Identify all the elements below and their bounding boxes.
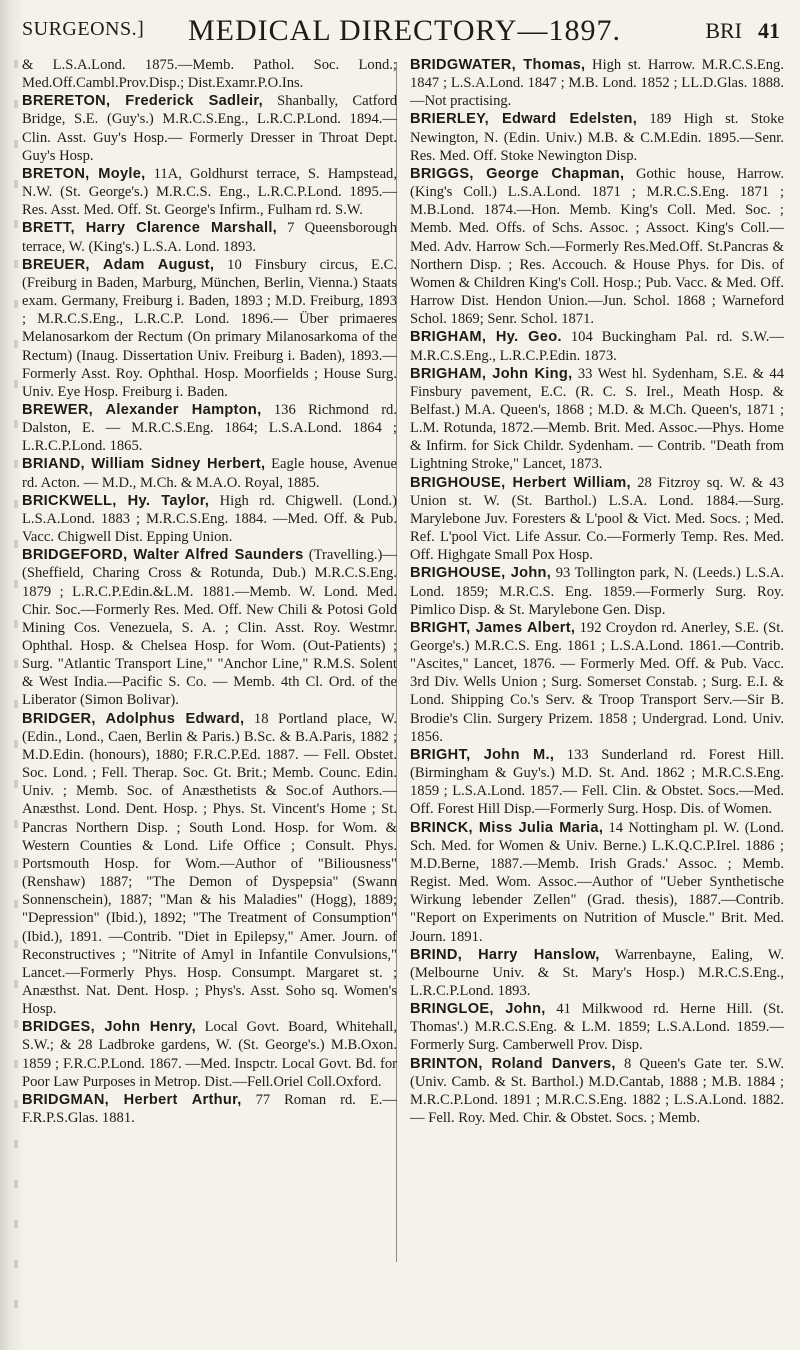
entry-details: 11A, Goldhurst terrace, S. Hampstead, N.W. (St. George's.) M.R.C.S. Eng., L.R.C.P.Lond. 1895.—Res. Asst. Med. Off. St. George's Infirm., Fulham rd. S.W. xyxy=(22,165,397,219)
entry-name: BRETT, Harry Clarence Marshall, xyxy=(22,220,278,237)
page-header xyxy=(8,14,780,58)
entry-details: 104 Buckingham Pal. rd. S.W.—M.R.C.S.Eng., L.R.C.P.Edin. 1873. xyxy=(410,329,785,364)
entry-details: 18 Portland place, W. (Edin., Lond., Caen, Berlin & Paris.) B.Sc. & B.A.Paris, 1882 ; M.D.Edin. (honours), 1880; F.R.C.P.Ed. 1887. — Fell. Obstet. Soc. Lond. ; Fell. Therap. Soc. Gt. Brit.; Memb. Counc. Edin. Univ. ; Memb. Soc. of Anæsthetists & Soc.of Authors.—Anæsthst. Lond. Dent. Hosp. ; Phys. St. Vincent's Home ; St. Pancras Northern Disp. ; South Lond. Hosp. for Wom. & Western Counties & Lond. Life Office ; Consult. Phys. Portsmouth Hosp. for Wom.—Author of "Biliousness" (Renshaw) 1887; "The Demon of Dyspepsia" (Swann Sonnenschein), 1887; "Man & his Maladies" (Hogg), 1889; "Depression" (Ibid.), 1892; "The Treatment of Consumption" (Ibid.), 1891. —Contrib. "Diet in Epilepsy," Amer. Journ. of Reconstructives ; "Nitrite of Amyl in Infantile Convulsions," Lancet.—Formerly Phys. Hosp. Consumpt. Margaret st. ; Anæsthst. Nat. Dent. Hosp. ; Phys's. Asst. Soho sq. Women's Hosp. xyxy=(22,710,397,1018)
entry-details: & L.S.A.Lond. 1875.—Memb. Pathol. Soc. Lond.; Med.Off.Cambl.Prov.Disp.; Dist.Examr.P.O.Ins. xyxy=(22,57,397,92)
directory-entry xyxy=(22,56,397,92)
directory-entry xyxy=(22,256,397,401)
directory-entry xyxy=(22,1018,397,1091)
entry-name: BRICKWELL, Hy. Taylor, xyxy=(22,492,210,509)
entry-details: 133 Sunderland rd. Forest Hill. (Birmingham & Guy's.) M.D. St. And. 1862 ; M.R.C.S.Eng. 1859 ; L.S.A.Lond. 1857.— Fell. Clin. & Obstet. Socs.—Med. Off. Forest Hill Disp.—Formerly Surg. Hosp. Dis. of Women. xyxy=(410,746,784,818)
directory-entry xyxy=(410,474,784,565)
entry-name: BRINTON, Roland Danvers, xyxy=(410,1055,616,1072)
directory-entry xyxy=(22,492,397,546)
entry-details: 77 Roman rd. E.—F.R.P.S.Glas. 1881. xyxy=(22,1091,398,1127)
entry-name: BRIDGES, John Henry, xyxy=(22,1019,196,1036)
entry-details: 7 Queensborough terrace, W. (King's.) L.S.A. Lond. 1893. xyxy=(22,220,397,255)
directory-entry xyxy=(410,619,784,746)
entry-name: BRIGHT, John M., xyxy=(410,746,555,763)
entry-details: Gothic house, Harrow. (King's Coll.) L.S.A.Lond. 1871 ; M.R.C.S.Eng. 1871 ; M.B.Lond. 1874.—Hon. Memb. King's Coll. Med. Soc. ; Memb. Med. Offs. of Schs. Assoc. ; Assoct. King's Coll.—Med. Adv. Harrow Sch.—Formerly Res.Med.Off. St.Pancras & Northern Disp. ; Res. Accouch. & House Phys. for Dis. of Women & Children King's Coll. Hosp.; Pub. Vacc. & Med. Off. Harrow Dist. Hendon Union.—Jun. Schol. 1868 ; Warneford Schol. 1869; Senr. Schol. 1871. xyxy=(410,165,784,328)
directory-entry xyxy=(22,1091,397,1127)
directory-entry xyxy=(410,365,784,474)
directory-entry xyxy=(22,546,397,709)
entry-name: BRIDGWATER, Thomas, xyxy=(410,57,586,73)
entry-name: BRINCK, Miss Julia Maria, xyxy=(410,819,604,836)
page-locator xyxy=(705,18,780,44)
entry-details: 41 Milkwood rd. Herne Hill. (St. Thomas'.) M.R.C.S.Eng. & L.M. 1859; L.S.A.Lond. 1859.—Formerly Surg. Camberwell Prov. Disp. xyxy=(410,1001,784,1054)
left-column xyxy=(22,56,397,1127)
page-number: 41 xyxy=(758,18,780,43)
entry-name: BRETON, Moyle, xyxy=(22,165,146,182)
right-column xyxy=(410,56,784,1127)
entry-name: BREWER, Alexander Hampton, xyxy=(22,401,262,418)
directory-entry xyxy=(410,1055,784,1128)
entry-details: 28 Fitzroy sq. W. & 43 Union st. W. (St. Barthol.) L.S.A. Lond. 1884.—Surg. Marylebone Juv. Foresters & L'pool & Vict. Med. Socs. ; Med. Ref. L'pool Vict. Life Assur. Co.—Formerly Temp. Res. Med. Off. Highgate Small Pox Hosp. xyxy=(410,474,785,564)
entry-details: Warrenbayne, Ealing, W. (Melbourne Univ. & St. Mary's Hosp.) M.R.C.S.Eng., L.R.C.P.Lond. 1893. xyxy=(410,946,784,999)
entry-name: BRIGHAM, Hy. Geo. xyxy=(410,329,562,346)
entry-details: High rd. Chigwell. (Lond.) L.S.A.Lond. 1883 ; M.R.C.S.Eng. 1884. —Med. Off. & Pub. Vacc. Chigwell Dist. Epping Union. xyxy=(22,492,397,546)
directory-entry xyxy=(410,110,784,164)
entry-details: Local Govt. Board, Whitehall, S.W.; & 28 Ladbroke gardens, W. (St. George's.) M.B.Oxon. 1859 ; F.R.C.P.Lond. 1867. —Med. Inspctr. Local Govt. Bd. for Poor Law Purposes in Metrop. Dist.—Fell.Oriel Coll.Oxford. xyxy=(22,1019,397,1090)
entry-name: BRERETON, Frederick Sadleir, xyxy=(22,93,263,110)
entry-name: BRIGHT, James Albert, xyxy=(410,619,576,636)
entry-details: 33 West hl. Sydenham, S.E. & 44 Finsbury pavement, E.C. (R. C. S. Irel., Meath Hosp. & Belfast.) M.A. Queen's, 1868 ; M.D. & M.Ch. Queen's, 1871 ; L.M. Rotunda, 1872.—Memb. Brit. Med. Assoc.—Phys. Home & Infirm. for Sick Childr. Sydenham. — Contrib. "Death from Lightning Stroke," Lancet, 1873. xyxy=(410,365,785,473)
entry-details: 192 Croydon rd. Anerley, S.E. (St. George's.) M.R.C.S. Eng. 1861 ; L.S.A.Lond. 1861.—Contrib. "Ascites," Lancet, 1876. — Formerly Med. Off. & Pub. Vacc. 3rd Div. Wells Union ; Surg. Somerset Constab. ; Surg. E.I. & Lond. Shipping Co.'s Serv. & Troop Transport Serv.—Sir B. Brodie's Clin. Surgery Prizem. 1858 ; Undergrad. Lond. Univ. 1856. xyxy=(410,619,784,745)
directory-entry xyxy=(410,328,784,364)
directory-entry xyxy=(22,455,397,491)
directory-entry xyxy=(410,564,784,618)
directory-entry xyxy=(410,819,784,946)
entry-details: 136 Richmond rd. Dalston, E. — M.R.C.S.Eng. 1864; L.S.A.Lond. 1864 ; L.R.C.P.Lond. 1865. xyxy=(22,401,398,455)
directory-entry xyxy=(410,746,784,819)
entry-name: BRIND, Harry Hanslow, xyxy=(410,946,600,963)
entry-name: BRIGGS, George Chapman, xyxy=(410,165,625,182)
entry-name: BRIERLEY, Edward Edelsten, xyxy=(410,111,638,128)
entry-name: BRIGHOUSE, John, xyxy=(410,565,552,582)
directory-entry xyxy=(410,946,784,1000)
running-abbrev: BRI xyxy=(705,18,742,43)
entry-details: Eagle house, Avenue rd. Acton. — M.D., M.Ch. & M.A.O. Royal, 1885. xyxy=(22,456,397,491)
entry-details: 8 Queen's Gate ter. S.W. (Univ. Camb. & St. Barthol.) M.D.Cantab, 1888 ; M.B. 1884 ; M.R.C.P.Lond. 1891 ; M.R.C.S.Eng. 1882 ; L.S.A.Lond. 1882.— Fell. Roy. Med. Chir. & Obstet. Socs. ; Memb. xyxy=(410,1055,784,1127)
directory-entry xyxy=(22,710,397,1019)
entry-name: BRINGLOE, John, xyxy=(410,1001,546,1018)
entry-name: BRIDGEFORD, Walter Alfred Saunders xyxy=(22,547,304,564)
directory-entry xyxy=(410,1000,784,1054)
entry-details: (Travelling.)—(Sheffield, Charing Cross & Rotunda, Dub.) M.R.C.S.Eng. 1879 ; L.R.C.P.Edin.&L.M. 1881.—Memb. W. Lond. Med. Chir. Soc.—Formerly Res. Med. Off. New Chili & Potosi Gold Mining Cos. Venezuela, S. A. ; Clin. Asst. Roy. Westmr. Ophthal. Hosp. & Chelsea Hosp. for Wom. (Out-Patients) ; Surg. "Atlantic Transport Line," "Anchor Line," R.M.S. Solent & West India.—Pacific S. Co. — Memb. 4th Cl. Ord. of the Liberator (Simon Bolivar). xyxy=(22,547,397,709)
entry-details: High st. Harrow. M.R.C.S.Eng. 1847 ; L.S.A.Lond. 1847 ; M.B. Lond. 1852 ; LL.D.Glas. 1888.—Not practising. xyxy=(410,57,785,110)
entry-details: 93 Tollington park, N. (Leeds.) L.S.A. Lond. 1859; M.R.C.S. Eng. 1859.—Formerly Surg. Roy. Pimlico Disp. & St. Marylebone Gen. Disp. xyxy=(410,565,784,618)
binding-shadow xyxy=(14,60,18,1320)
directory-entry xyxy=(410,165,784,328)
entry-name: BREUER, Adam August, xyxy=(22,256,215,273)
section-label: SURGEONS.] xyxy=(22,18,145,40)
directory-entry xyxy=(410,56,784,110)
entry-name: BRIAND, William Sidney Herbert, xyxy=(22,456,266,473)
entry-details: 14 Nottingham pl. W. (Lond. Sch. Med. for Women & Univ. Berne.) L.K.Q.C.P.Irel. 1886 ; M.D.Berne, 1887.—Memb. Irish Grads.' Assoc. ; Memb. Regist. Med. Wom. Assoc.—Author of "Ueber Synthetische Wirkung lebender Zellen" (Grad. thesis), 1887.—Contrib. "Report on Experiments on Nutrition of Muscle." Brit. Med. Journ. 1891. xyxy=(410,819,785,945)
page-title: MEDICAL DIRECTORY—1897. xyxy=(188,14,622,47)
entry-name: BRIDGER, Adolphus Edward, xyxy=(22,710,245,727)
entry-name: BRIDGMAN, Herbert Arthur, xyxy=(22,1091,242,1108)
entry-details: 10 Finsbury circus, E.C. (Freiburg in Baden, Marburg, München, Berlin, Vienna.) Staats exam. Germany, Freiburg i. Baden, 1893 ; M.D. Freiburg, 1893 ; M.R.C.S.Eng., L.R.C.P. Lond. 1896.— Über primaeres Melanosarkom der Rectum (On primary Milanosarkoma of the Rectum) (Inaug. Dissertation Univ. Freiburg i. Baden), 1893.— Formerly Asst. Roy. Ophthal. Hosp. Moorfields ; House Surg. Univ. Eye Hosp. Freiburg i. Baden. xyxy=(22,256,397,400)
entry-details: Shanbally, Catford Bridge, S.E. (Guy's.) M.R.C.S.Eng., L.R.C.P.Lond. 1894.—Clin. Asst. Guy's Hosp.— Formerly Dresser in Throat Dept. Guy's Hosp. xyxy=(22,93,397,164)
directory-entry xyxy=(22,165,397,219)
entry-name: BRIGHOUSE, Herbert William, xyxy=(410,474,631,491)
entry-details: 189 High st. Stoke Newington, N. (Edin. Univ.) M.B. & C.M.Edin. 1895.—Senr. Res. Med. Off. Stoke Newington Disp. xyxy=(410,111,785,164)
entry-name: BRIGHAM, John King, xyxy=(410,365,573,382)
directory-entry xyxy=(22,401,397,455)
directory-entry xyxy=(22,92,397,165)
directory-entry xyxy=(22,219,397,255)
